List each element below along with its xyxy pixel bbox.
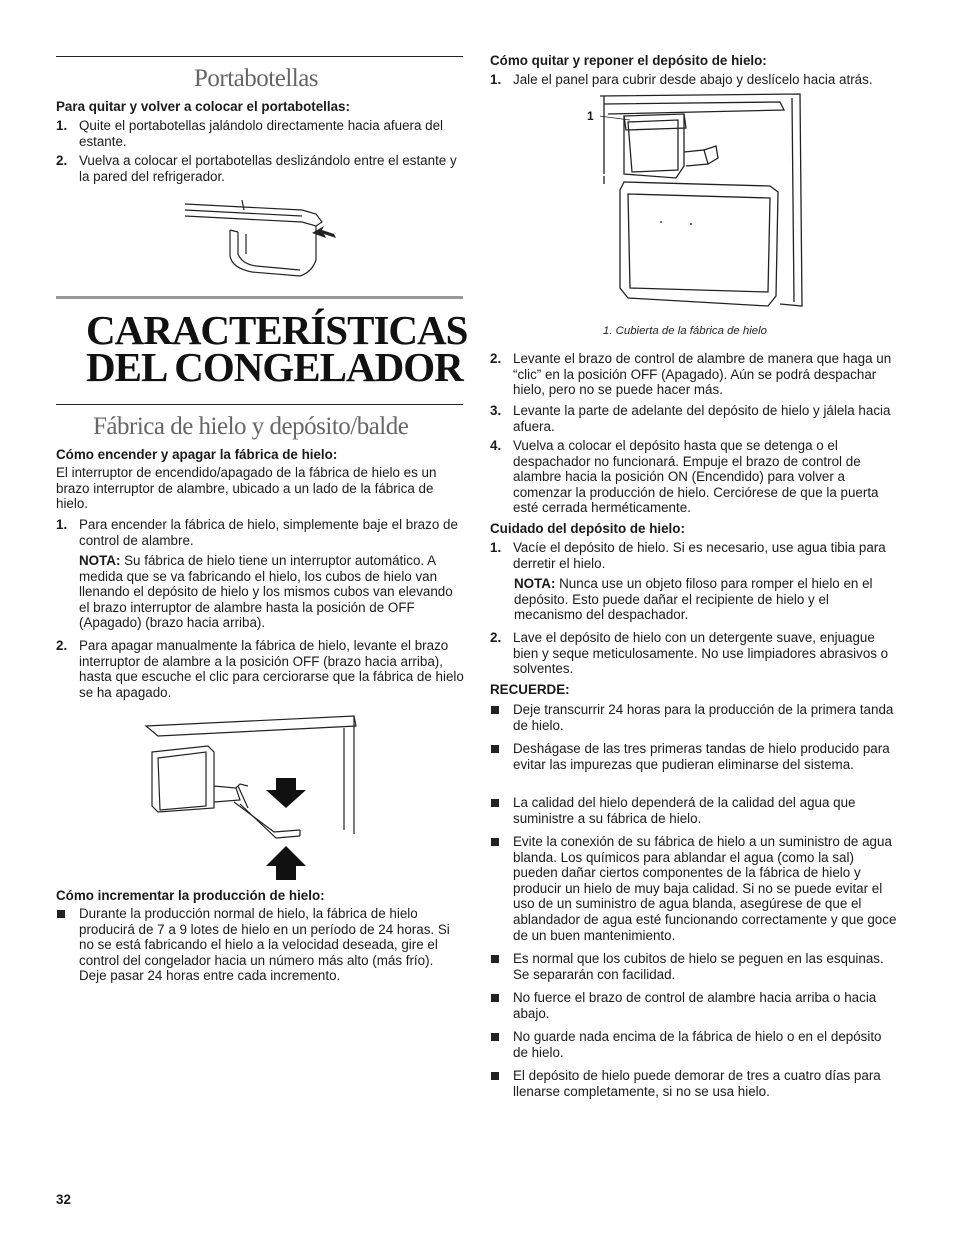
- list-item: Es normal que los cubitos de hielo se peguen en las esquinas. Se separarán con facilidad.: [490, 951, 900, 982]
- list-item: 4. Vuelva a colocar el depósito hasta que se detenga o el despachador no funcionará. Empuje el brazo de control de alambre hacia la posición ON (Encendido) para volver a comenzar la producción de hielo. Cerciórese de que la puerta esté cerrada herméticamente.: [490, 438, 879, 516]
- list-item: No fuerce el brazo de control de alambre hacia arriba o hacia abajo.: [490, 990, 900, 1021]
- subtitle-quitar-reponer: Cómo quitar y reponer el depósito de hielo:: [490, 53, 767, 68]
- list-item: Deshágase de las tres primeras tandas de hielo producido para evitar las impurezas que pudieran eliminarse del sistema.: [490, 741, 900, 772]
- list-item: 1. Jale el panel para cubrir desde abajo y deslícelo hacia atrás.: [490, 72, 873, 87]
- ice-maker-arm-illustration: [144, 712, 360, 884]
- note-paragraph: NOTA: Su fábrica de hielo tiene un interruptor automático. A medida que se va fabricando el hielo, los cubos de hielo van llenando el depósito de hielo y los mismos cubos van elevando el brazo interruptor de alambre hasta la posición de OFF (Apagado) (brazo hacia arriba).: [79, 553, 453, 631]
- list-item: 2. Para apagar manualmente la fábrica de hielo, levante el brazo interruptor de alambre a la posición OFF (brazo hacia arriba), hasta que escuche el clic para cerciorarse que la fábrica de hielo se ha apagado.: [56, 638, 464, 700]
- section-title-fabrica: Fábrica de hielo y depósito/balde: [93, 413, 409, 440]
- list-item: Evite la conexión de su fábrica de hielo a un suministro de agua blanda. Los químicos para ablandar el agua (como la sal) pueden dañar ciertos componentes de la fábrica de hielo y producir un hielo de muy baja calidad. Si no se puede evitar el uso de un suministro de agua blanda, asegúrese de que el ablandador de agua esté funcionando correctamente y que goce de un buen mantenimiento.: [490, 834, 900, 943]
- subtitle-portabotellas: Para quitar y volver a colocar el portabotellas:: [56, 99, 350, 114]
- list-item: 2. Vuelva a colocar el portabotellas deslizándolo entre el estante y la pared del refrigerador.: [56, 153, 457, 184]
- list-item: 2. Lave el depósito de hielo con un detergente suave, enjuague bien y seque meticulosamente. No use limpiadores abrasivos o solventes.: [490, 630, 889, 677]
- remember-label: RECUERDE:: [490, 682, 570, 697]
- bottle-holder-illustration: [182, 196, 342, 282]
- list-item: 2. Levante el brazo de control de alambre de manera que haga un “clic” en la posición OFF (Apagado). Aún se podrá despachar hielo, pero no se puede hacer más.: [490, 351, 892, 398]
- list-item: La calidad del hielo dependerá de la calidad del agua que suministre a su fábrica de hielo.: [490, 795, 900, 826]
- list-item: El depósito de hielo puede demorar de tres a cuatro días para llenarse completamente, si no se usa hielo.: [490, 1068, 900, 1099]
- subtitle-incrementar: Cómo incrementar la producción de hielo:: [56, 888, 325, 903]
- section-title-portabotellas: Portabotellas: [194, 65, 319, 92]
- top-rule-left: [56, 56, 463, 57]
- title-rule-bottom: [56, 404, 463, 405]
- list-item: 1. Vacíe el depósito de hielo. Si es necesario, use agua tibia para derretir el hielo.: [490, 540, 886, 571]
- subtitle-cuidado: Cuidado del depósito de hielo:: [490, 521, 685, 536]
- list-item: Deje transcurrir 24 horas para la producción de la primera tanda de hielo.: [490, 702, 900, 733]
- page-title-line1: CARACTERÍSTICAS: [86, 307, 468, 353]
- title-rule-top: [56, 296, 463, 299]
- list-item: Durante la producción normal de hielo, la fábrica de hielo producirá de 7 a 9 lotes de hielo en un período de 24 horas. Si no se está fabricando el hielo a la velocidad deseada, gire el control del congelador hacia un número más alto (más frío). Deje pasar 24 horas entre cada incremento.: [56, 906, 464, 984]
- note-paragraph: NOTA: Nunca use un objeto filoso para romper el hielo en el depósito. Esto puede dañar el recipiente de hielo y el mecanismo del despachador.: [514, 576, 873, 623]
- ice-maker-cover-illustration: [600, 92, 808, 316]
- list-item: 1. Quite el portabotellas jalándolo directamente hacia afuera del estante.: [56, 118, 444, 149]
- page-title-line2: DEL CONGELADOR: [86, 344, 463, 390]
- list-item: 1. Para encender la fábrica de hielo, simplemente baje el brazo de control de alambre.: [56, 517, 458, 548]
- list-item: 3. Levante la parte de adelante del depósito de hielo y jálela hacia afuera.: [490, 403, 891, 434]
- figure-callout-number: 1: [587, 109, 594, 123]
- intro-paragraph: El interruptor de encendido/apagado de la fábrica de hielo es un brazo interruptor de alambre, ubicado a un lado de la fábrica de hielo.: [56, 465, 437, 512]
- list-item: No guarde nada encima de la fábrica de hielo o en el depósito de hielo.: [490, 1029, 900, 1060]
- figure-caption: 1. Cubierta de la fábrica de hielo: [603, 325, 768, 337]
- subtitle-encender: Cómo encender y apagar la fábrica de hielo:: [56, 447, 338, 462]
- page-number: 32: [56, 1192, 71, 1207]
